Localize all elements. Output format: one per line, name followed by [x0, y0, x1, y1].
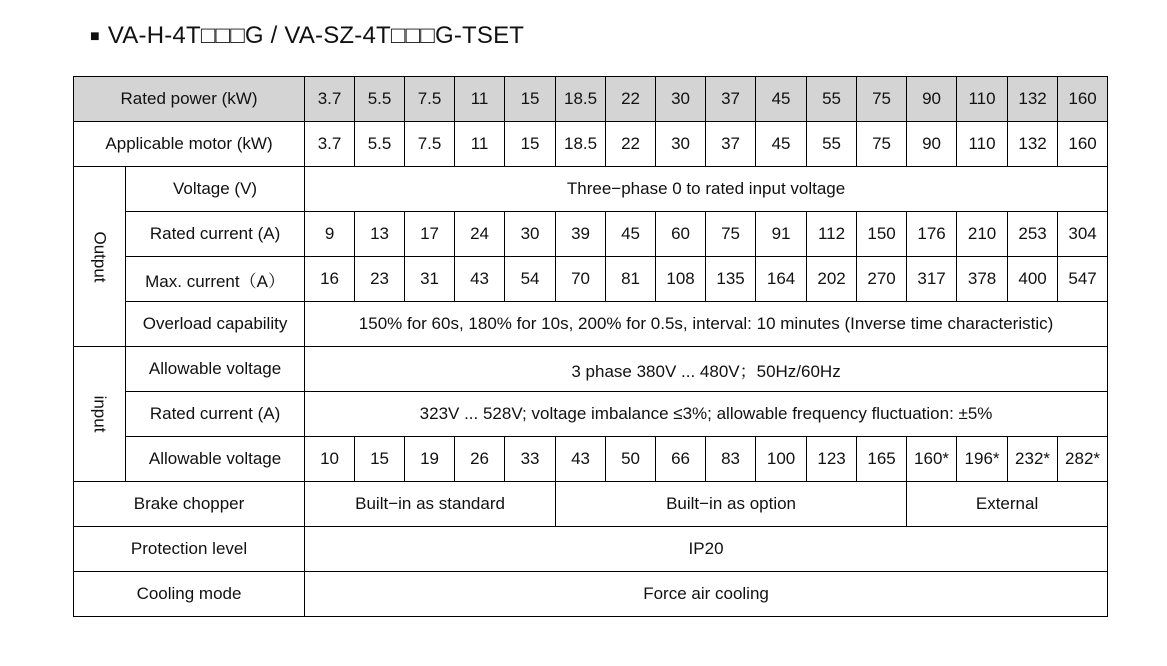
label-input-allowable-voltage-2: Allowable voltage	[126, 437, 305, 482]
cell-output-rated-current: 210	[957, 212, 1008, 257]
cell-rated-power: 55	[807, 77, 857, 122]
value-cooling-mode: Force air cooling	[305, 572, 1108, 617]
cell-input-allowable-voltage-2: 10	[305, 437, 355, 482]
cell-input-allowable-voltage-2: 232*	[1008, 437, 1058, 482]
cell-output-rated-current: 112	[807, 212, 857, 257]
cell-output-rated-current: 45	[606, 212, 656, 257]
cell-output-max-current: 202	[807, 257, 857, 302]
cell-applicable-motor: 90	[907, 122, 957, 167]
cell-output-max-current: 270	[857, 257, 907, 302]
cell-output-rated-current: 75	[706, 212, 756, 257]
page-title	[90, 22, 524, 50]
row-input-rated-current	[74, 392, 1108, 437]
group-input-label: input	[90, 395, 110, 433]
label-cooling-mode: Cooling mode	[74, 572, 305, 617]
value-brake-standard: Built−in as standard	[305, 482, 556, 527]
cell-applicable-motor: 7.5	[405, 122, 455, 167]
cell-rated-power: 5.5	[355, 77, 405, 122]
spec-table	[73, 76, 1108, 617]
cell-rated-power: 22	[606, 77, 656, 122]
row-output-rated-current	[74, 212, 1108, 257]
cell-input-allowable-voltage-2: 33	[505, 437, 556, 482]
cell-output-rated-current: 91	[756, 212, 807, 257]
row-brake-chopper	[74, 482, 1108, 527]
label-applicable-motor: Applicable motor (kW)	[74, 122, 305, 167]
cell-output-max-current: 547	[1058, 257, 1108, 302]
cell-input-allowable-voltage-2: 19	[405, 437, 455, 482]
cell-output-rated-current: 30	[505, 212, 556, 257]
cell-applicable-motor: 160	[1058, 122, 1108, 167]
label-rated-power: Rated power (kW)	[74, 77, 305, 122]
cell-rated-power: 160	[1058, 77, 1108, 122]
cell-output-rated-current: 60	[656, 212, 706, 257]
row-input-allowable-voltage	[74, 347, 1108, 392]
cell-applicable-motor: 5.5	[355, 122, 405, 167]
label-output-voltage: Voltage (V)	[126, 167, 305, 212]
cell-rated-power: 30	[656, 77, 706, 122]
cell-rated-power: 110	[957, 77, 1008, 122]
value-overload: 150% for 60s, 180% for 10s, 200% for 0.5s, interval: 10 minutes (Inverse time characteristic)	[305, 302, 1108, 347]
row-applicable-motor	[74, 122, 1108, 167]
cell-output-max-current: 16	[305, 257, 355, 302]
label-input-allowable-voltage: Allowable voltage	[126, 347, 305, 392]
row-input-allowable-voltage-2	[74, 437, 1108, 482]
cell-applicable-motor: 55	[807, 122, 857, 167]
cell-rated-power: 15	[505, 77, 556, 122]
cell-output-rated-current: 9	[305, 212, 355, 257]
cell-rated-power: 7.5	[405, 77, 455, 122]
label-brake-chopper: Brake chopper	[74, 482, 305, 527]
label-output-max-current: Max. current（A）	[126, 257, 305, 302]
group-output	[74, 167, 126, 347]
cell-applicable-motor: 3.7	[305, 122, 355, 167]
value-protection-level: IP20	[305, 527, 1108, 572]
row-output-voltage	[74, 167, 1108, 212]
value-input-allowable-voltage: 3 phase 380V ... 480V；50Hz/60Hz	[305, 347, 1108, 392]
cell-applicable-motor: 75	[857, 122, 907, 167]
row-rated-power	[74, 77, 1108, 122]
cell-output-rated-current: 304	[1058, 212, 1108, 257]
cell-output-max-current: 400	[1008, 257, 1058, 302]
value-brake-external: External	[907, 482, 1108, 527]
value-output-voltage: Three−phase 0 to rated input voltage	[305, 167, 1108, 212]
cell-applicable-motor: 18.5	[556, 122, 606, 167]
row-overload	[74, 302, 1108, 347]
label-output-rated-current: Rated current (A)	[126, 212, 305, 257]
cell-input-allowable-voltage-2: 83	[706, 437, 756, 482]
cell-input-allowable-voltage-2: 100	[756, 437, 807, 482]
cell-output-max-current: 70	[556, 257, 606, 302]
cell-output-max-current: 317	[907, 257, 957, 302]
cell-input-allowable-voltage-2: 15	[355, 437, 405, 482]
group-input	[74, 347, 126, 482]
cell-input-allowable-voltage-2: 165	[857, 437, 907, 482]
cell-output-rated-current: 176	[907, 212, 957, 257]
row-protection-level	[74, 527, 1108, 572]
cell-input-allowable-voltage-2: 282*	[1058, 437, 1108, 482]
cell-output-max-current: 108	[656, 257, 706, 302]
cell-output-rated-current: 150	[857, 212, 907, 257]
cell-input-allowable-voltage-2: 160*	[907, 437, 957, 482]
cell-output-rated-current: 24	[455, 212, 505, 257]
cell-input-allowable-voltage-2: 196*	[957, 437, 1008, 482]
title-text: VA-H-4T□□□G / VA-SZ-4T□□□G-TSET	[107, 22, 525, 49]
cell-applicable-motor: 15	[505, 122, 556, 167]
cell-rated-power: 18.5	[556, 77, 606, 122]
cell-output-max-current: 31	[405, 257, 455, 302]
cell-output-max-current: 81	[606, 257, 656, 302]
cell-rated-power: 90	[907, 77, 957, 122]
cell-applicable-motor: 110	[957, 122, 1008, 167]
cell-rated-power: 75	[857, 77, 907, 122]
cell-input-allowable-voltage-2: 50	[606, 437, 656, 482]
bullet-icon: ■	[90, 28, 100, 45]
value-brake-option: Built−in as option	[556, 482, 907, 527]
cell-rated-power: 37	[706, 77, 756, 122]
cell-applicable-motor: 37	[706, 122, 756, 167]
cell-applicable-motor: 45	[756, 122, 807, 167]
cell-input-allowable-voltage-2: 66	[656, 437, 706, 482]
cell-output-max-current: 23	[355, 257, 405, 302]
cell-applicable-motor: 30	[656, 122, 706, 167]
row-output-max-current	[74, 257, 1108, 302]
cell-applicable-motor: 132	[1008, 122, 1058, 167]
cell-output-max-current: 54	[505, 257, 556, 302]
cell-output-rated-current: 13	[355, 212, 405, 257]
cell-input-allowable-voltage-2: 123	[807, 437, 857, 482]
cell-rated-power: 3.7	[305, 77, 355, 122]
cell-applicable-motor: 22	[606, 122, 656, 167]
label-overload: Overload capability	[126, 302, 305, 347]
label-protection-level: Protection level	[74, 527, 305, 572]
cell-rated-power: 11	[455, 77, 505, 122]
cell-output-max-current: 164	[756, 257, 807, 302]
cell-output-rated-current: 17	[405, 212, 455, 257]
cell-rated-power: 45	[756, 77, 807, 122]
row-cooling-mode	[74, 572, 1108, 617]
value-input-rated-current: 323V ... 528V; voltage imbalance ≤3%; allowable frequency fluctuation: ±5%	[305, 392, 1108, 437]
cell-input-allowable-voltage-2: 26	[455, 437, 505, 482]
cell-output-rated-current: 253	[1008, 212, 1058, 257]
cell-output-max-current: 135	[706, 257, 756, 302]
cell-output-max-current: 43	[455, 257, 505, 302]
cell-applicable-motor: 11	[455, 122, 505, 167]
cell-rated-power: 132	[1008, 77, 1058, 122]
cell-output-rated-current: 39	[556, 212, 606, 257]
label-input-rated-current: Rated current (A)	[126, 392, 305, 437]
group-output-label: Output	[90, 230, 110, 283]
cell-input-allowable-voltage-2: 43	[556, 437, 606, 482]
cell-output-max-current: 378	[957, 257, 1008, 302]
